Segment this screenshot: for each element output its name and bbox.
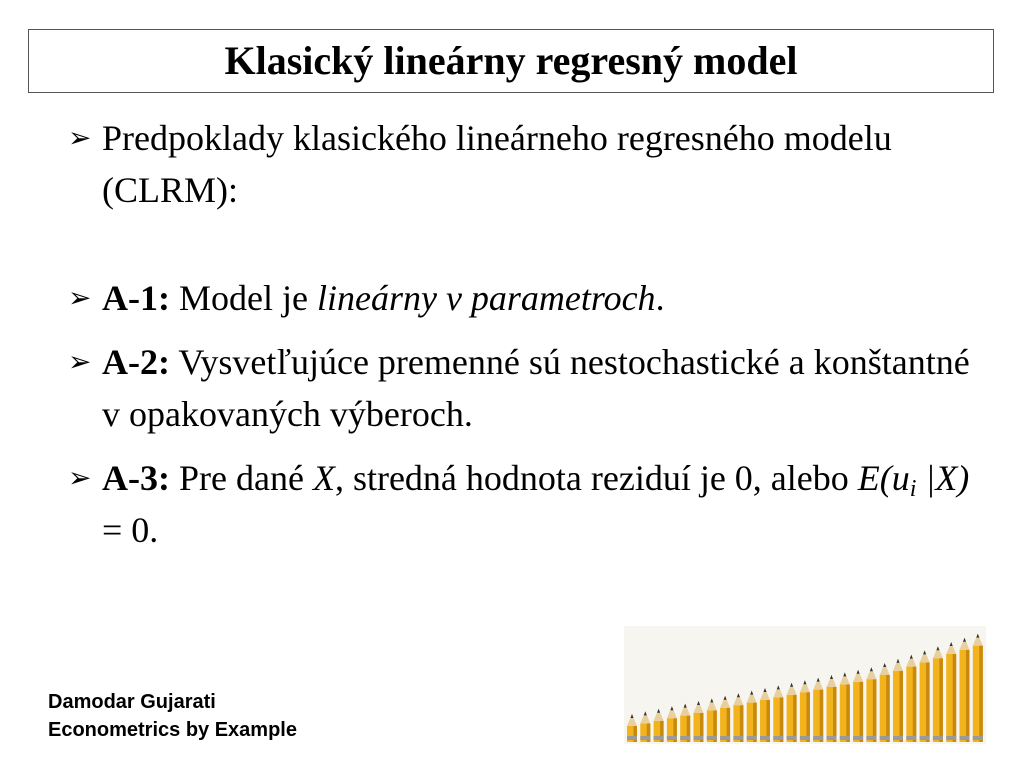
pencil-shape	[840, 672, 850, 742]
pencil-shape	[813, 678, 823, 742]
pencil-shape	[880, 663, 890, 742]
pencil-shape	[654, 709, 664, 742]
arrow-bullet-icon: ➢	[68, 345, 92, 378]
pencil-shape	[960, 638, 970, 742]
expectation-expr: E(u	[857, 458, 910, 498]
pencil-shape	[720, 696, 730, 742]
pencil-shape	[773, 685, 783, 742]
bullet-text: Pre dané	[169, 458, 313, 498]
pencil-shape	[800, 680, 810, 742]
pencil-shape	[760, 688, 770, 742]
title-box	[28, 29, 994, 93]
bullet-text: , stredná hodnota reziduí je 0, alebo	[334, 458, 858, 498]
pencil-shape	[827, 675, 837, 742]
assumption-label: A-2:	[102, 342, 170, 382]
bullet-item-a1	[68, 272, 988, 324]
arrow-bullet-icon: ➢	[68, 461, 92, 494]
pencil-shape	[627, 714, 637, 742]
pencil-shape	[853, 670, 863, 742]
pencil-shape	[640, 711, 650, 742]
bullet-text-italic: lineárny v parametroch	[316, 278, 656, 318]
slide-title: Klasický lineárny regresný model	[224, 38, 798, 83]
expectation-expr-rest: |X)	[916, 458, 970, 498]
bullet-item-intro	[68, 112, 988, 216]
bullet-list	[68, 112, 988, 556]
variable-x: X	[312, 458, 335, 498]
pencil-shape	[920, 650, 930, 742]
pencil-shape	[707, 698, 717, 742]
bullet-text: Predpoklady klasického lineárneho regresného modelu (CLRM):	[102, 118, 892, 210]
footer-book-title: Econometrics by Example	[48, 719, 297, 741]
pencil-shape	[694, 701, 704, 742]
pencil-shape	[680, 704, 690, 742]
bullet-text: Vysvetľujúce premenné sú nestochastické a konštantné v opakovaných výberoch.	[102, 342, 970, 434]
arrow-bullet-icon: ➢	[68, 121, 92, 154]
bullet-item-a2	[68, 336, 988, 440]
assumption-label: A-3:	[102, 458, 170, 498]
pencil-shape	[906, 655, 916, 742]
pencil-shape	[893, 659, 903, 742]
pencil-shape	[787, 683, 797, 742]
pencil-shape	[946, 642, 956, 742]
pencil-shape	[933, 646, 943, 742]
pencil-shape	[733, 693, 743, 742]
pencils-image	[624, 626, 986, 744]
pencil-shape	[866, 667, 876, 742]
bullet-item-a3	[68, 452, 988, 556]
pencil-shape	[667, 706, 677, 742]
pencil-shape	[747, 691, 757, 742]
pencils-illustration	[624, 626, 986, 744]
bullet-text: .	[655, 278, 665, 318]
bullet-text: Model je	[169, 278, 317, 318]
assumption-label: A-1:	[102, 278, 170, 318]
footer-author: Damodar Gujarati	[48, 691, 216, 713]
footer	[48, 688, 297, 744]
pencil-shape	[973, 634, 983, 742]
bullet-text: = 0.	[102, 510, 159, 550]
subscript-i: i	[909, 476, 917, 502]
arrow-bullet-icon: ➢	[68, 281, 92, 314]
